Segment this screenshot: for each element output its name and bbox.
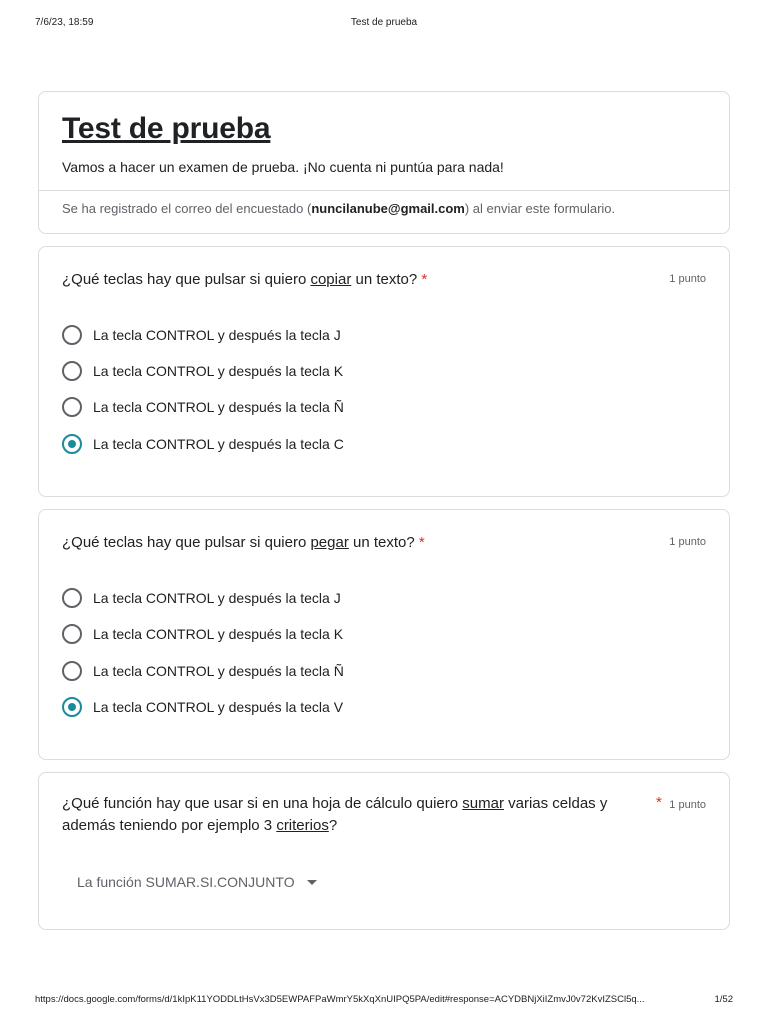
radio-button-checked[interactable] [62,434,82,454]
question-card-copy [38,246,730,497]
header-divider [39,190,729,191]
question-title-post: un texto? [351,271,418,288]
page-number: 1/52 [714,994,733,1005]
question-points: 1 punto [669,536,706,548]
email-note-prefix: Se ha registrado el correo del encuestado ( [62,201,312,216]
question-points: 1 punto [669,273,706,285]
required-asterisk: * [421,271,428,288]
radio-option-label: La tecla CONTROL y después la tecla J [93,590,341,606]
print-header [35,17,733,31]
question-title [62,532,425,554]
radio-option-label: La tecla CONTROL y después la tecla V [93,699,344,715]
question-keyword: sumar [462,795,504,812]
radio-option[interactable] [62,661,344,681]
answer-dropdown[interactable] [77,871,317,893]
print-title: Test de prueba [350,17,418,28]
radio-option[interactable] [62,588,341,608]
form-title: Test de prueba [62,112,271,145]
form-description: Vamos a hacer un examen de prueba. ¡No cuenta ni puntúa para nada! [62,159,504,175]
caret-down-icon [307,880,317,885]
required-asterisk: * [418,534,425,551]
question-title [62,793,632,837]
question-title-pre: ¿Qué teclas hay que pulsar si quiero [62,271,311,288]
radio-button[interactable] [62,661,82,681]
question-title-pre: ¿Qué teclas hay que pulsar si quiero [62,534,311,551]
radio-button[interactable] [62,361,82,381]
respondent-email: nuncilanube@gmail.com [311,201,465,216]
radio-option[interactable] [62,397,344,417]
radio-option-label: La tecla CONTROL y después la tecla K [93,363,344,379]
question-title [62,269,427,291]
radio-option-label: La tecla CONTROL y después la tecla C [93,436,344,452]
radio-option[interactable] [62,325,341,345]
required-asterisk: * [656,794,662,811]
radio-option-label: La tecla CONTROL y después la tecla K [93,626,344,642]
radio-button-checked[interactable] [62,697,82,717]
question-card-paste [38,509,730,760]
question-keyword-2: criterios [276,817,329,834]
question-card-function [38,772,730,930]
dropdown-selected-value: La función SUMAR.SI.CONJUNTO [77,874,295,890]
respondent-email-note [62,201,615,216]
radio-option-label: La tecla CONTROL y después la tecla J [93,327,341,343]
radio-option-label: La tecla CONTROL y después la tecla Ñ [93,399,344,415]
radio-option[interactable] [62,624,343,644]
radio-option-selected[interactable] [62,434,344,454]
radio-button[interactable] [62,325,82,345]
radio-button[interactable] [62,624,82,644]
question-keyword: pegar [310,534,349,551]
question-keyword: copiar [310,271,352,288]
radio-option[interactable] [62,361,343,381]
question-title-post: ? [328,817,338,834]
print-date: 7/6/23, 18:59 [35,17,94,28]
email-note-suffix: ) al enviar este formulario. [464,201,616,216]
radio-button[interactable] [62,588,82,608]
print-footer [35,994,733,1008]
form-header-card [38,91,730,234]
radio-option-label: La tecla CONTROL y después la tecla Ñ [93,663,344,679]
radio-button[interactable] [62,397,82,417]
page-url: https://docs.google.com/forms/d/1kIpK11YODDLtHsVx3D5EWPAFPaWmrY5kXqXnUIPQ5PA/edit#response=ACYDBNjXiIZmvJ0v72KvIZSCl5q... [35,994,645,1005]
radio-option-selected[interactable] [62,697,343,717]
question-points: 1 punto [669,799,706,811]
question-title-pre: ¿Qué función hay que usar si en una hoja de cálculo quiero [62,795,463,812]
question-title-mid: varias celdas y además teniendo por ejemplo 3 [62,795,608,834]
question-title-post: un texto? [348,534,415,551]
